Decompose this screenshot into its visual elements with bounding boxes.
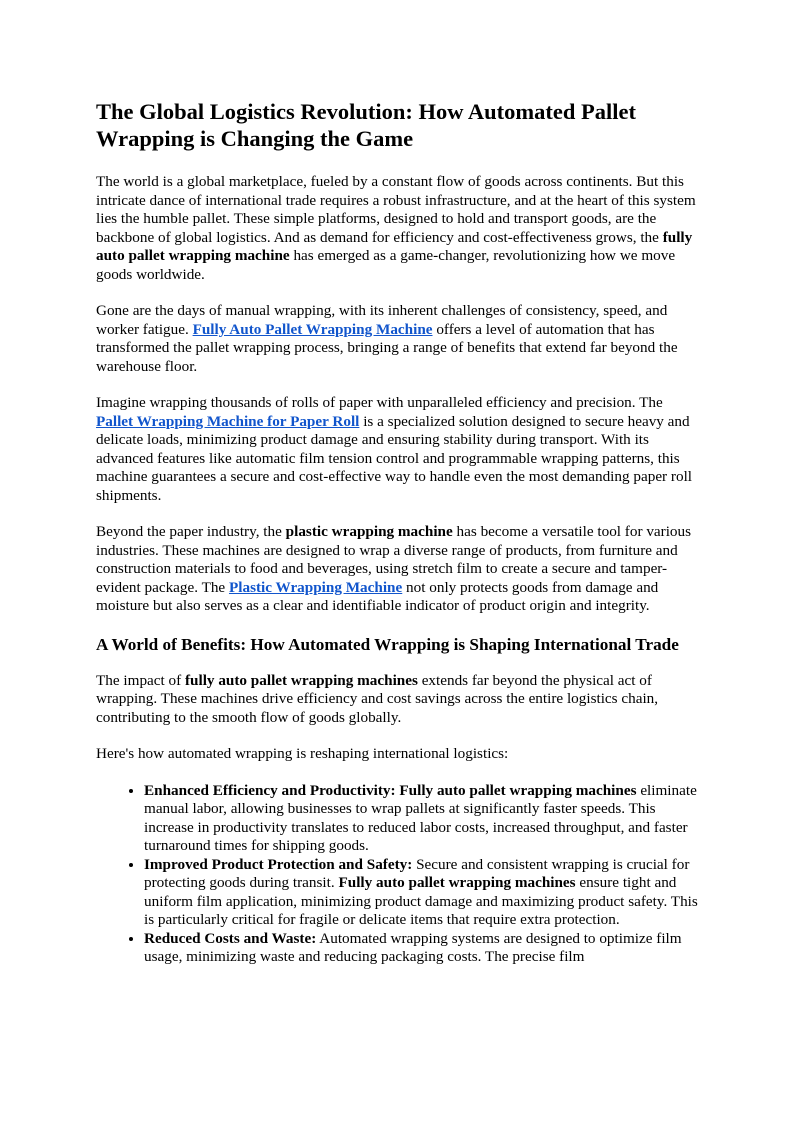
plastic-wrapping-machine-link[interactable]: Plastic Wrapping Machine	[228, 578, 403, 596]
manual-text-2: offers a level of automation that has transformed the pallet wrapping process, bringing a range of benefits that extend far beyond the warehouse floor.	[96, 320, 678, 375]
manual-text-1: Gone are the days of manual wrapping, with its inherent challenges of consistency, speed, and worker fatigue.	[96, 302, 668, 338]
intro-text-1: The world is a global marketplace, fueled by a constant flow of goods across continents. But this intricate dance of international trade requires a robust infrastructure, and at the heart of this system lies the humble pallet. These simple platforms, designed to hold and transport goods, are the backbone of global logistics. And as demand for efficiency and cost-effectiveness grows, the	[96, 173, 696, 246]
list-item	[144, 782, 702, 856]
impact-text-2: extends far beyond the physical act of wrapping. These machines drive efficiency and cost savings across the entire logistics chain, contributing to the smooth flow of goods globally.	[96, 671, 659, 726]
paper-text-2: is a specialized solution designed to secure heavy and delicate loads, minimizing product damage and ensuring stability during transport. With its advanced features like automatic film tension control and programmable wrapping patterns, this machine guarantees a secure and cost-effective way to handle even the most demanding paper roll shipments.	[96, 412, 693, 504]
plastic-text-1: Beyond the paper industry, the	[96, 523, 286, 540]
list-item-bold-term: Fully auto pallet wrapping machines	[338, 874, 576, 891]
list-item-heading: Improved Product Protection and Safety:	[144, 855, 413, 873]
list-item-text: Automated wrapping systems are designed to optimize film usage, minimizing waste and reducing packaging costs. The precise film	[144, 929, 682, 965]
plastic-text-2: has become a versatile tool for various industries. These machines are designed to wrap a diverse range of products, from furniture and construction materials to food and beverages, using stretch film to create a secure and tamper-evident package. The	[96, 523, 692, 596]
manual-wrapping-paragraph	[96, 302, 702, 376]
impact-text-1: The impact of	[96, 671, 185, 689]
list-item-heading: Enhanced Efficiency and Productivity: Fully auto pallet wrapping machines	[144, 781, 637, 799]
page-title: The Global Logistics Revolution: How Automated Pallet Wrapping is Changing the Game	[96, 99, 636, 151]
impact-paragraph	[96, 672, 702, 728]
intro-paragraph	[96, 173, 702, 284]
intro-bold-term: fully auto pallet wrapping machine	[96, 228, 693, 264]
fully-auto-pallet-wrapping-link[interactable]: Fully Auto Pallet Wrapping Machine	[192, 320, 433, 338]
list-item-heading: Reduced Costs and Waste:	[144, 929, 317, 947]
paper-roll-paragraph	[96, 394, 702, 505]
list-item-text: eliminate manual labor, allowing businesses to wrap pallets at significantly faster speeds. This increase in productivity translates to reduced labor costs, increased throughput, and faster turnaround times for shipping goods.	[144, 781, 697, 854]
plastic-bold-term: plastic wrapping machine	[285, 523, 453, 540]
list-intro-paragraph: Here's how automated wrapping is reshaping international logistics:	[96, 745, 509, 762]
list-item	[144, 856, 702, 930]
benefits-list	[96, 782, 702, 967]
plastic-wrapping-paragraph	[96, 523, 702, 616]
impact-bold-term: fully auto pallet wrapping machines	[184, 671, 418, 689]
paper-roll-machine-link[interactable]: Pallet Wrapping Machine for Paper Roll	[96, 412, 360, 430]
list-item-text: Secure and consistent wrapping is crucial for protecting goods during transit.	[144, 855, 690, 891]
list-item	[144, 930, 702, 967]
paper-text-1: Imagine wrapping thousands of rolls of paper with unparalleled efficiency and precision. The	[96, 394, 663, 411]
list-item-text-2: ensure tight and uniform film application, minimizing product damage and maximizing product safety. This is particularly critical for fragile or delicate items that require extra protection.	[144, 874, 698, 928]
intro-text-2: has emerged as a game-changer, revolutionizing how we move goods worldwide.	[96, 247, 676, 283]
benefits-subheading: A World of Benefits: How Automated Wrapping is Shaping International Trade	[96, 634, 679, 654]
plastic-text-3: not only protects goods from damage and moisture but also serves as a clear and identifiable indicator of product origin and integrity.	[96, 578, 659, 614]
